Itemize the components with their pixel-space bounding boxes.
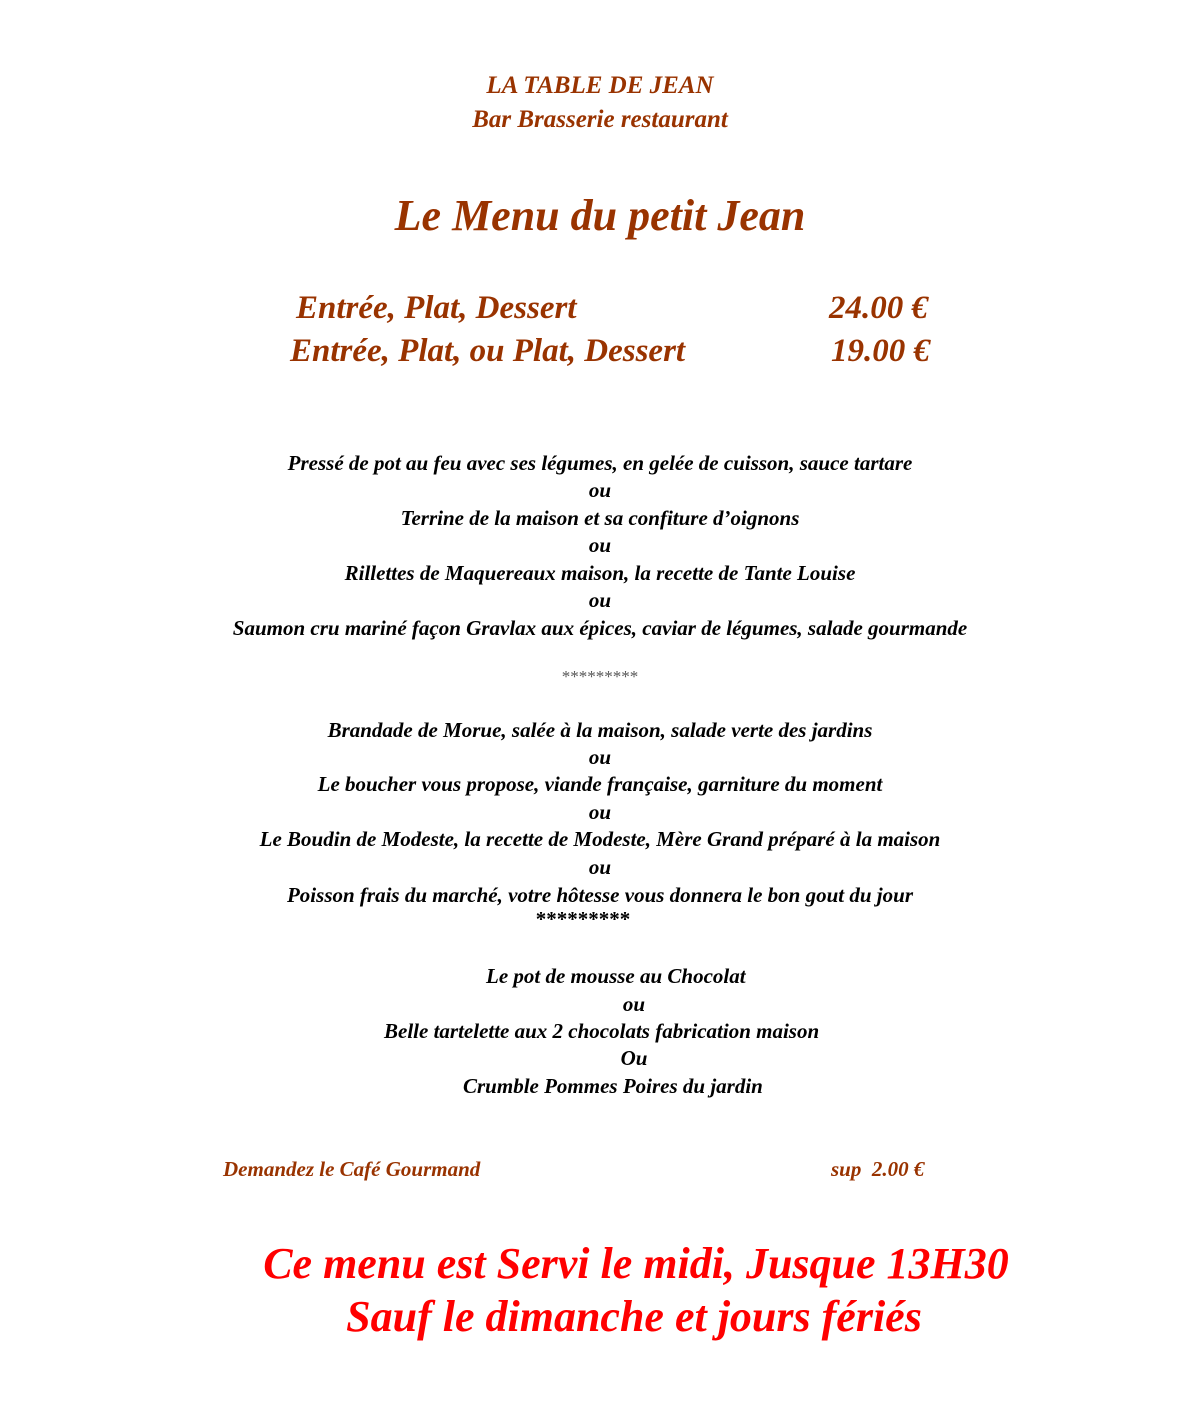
starter-item: Pressé de pot au feu avec ses légumes, en gelée de cuisson, sauce tartare xyxy=(287,451,913,475)
dessert-item: Le pot de mousse au Chocolat xyxy=(486,964,746,988)
formula-price-2: 19.00 € xyxy=(831,333,930,369)
or-separator: ou xyxy=(622,992,646,1016)
dessert-item: Belle tartelette aux 2 chocolats fabrication maison xyxy=(384,1019,820,1043)
section-separator: ********* xyxy=(561,667,639,686)
or-separator: ou xyxy=(588,745,612,769)
cafe-gourmand-price: sup 2.00 € xyxy=(831,1157,925,1181)
or-separator: Ou xyxy=(620,1046,648,1070)
service-notice-line-1: Ce menu est Servi le midi, Jusque 13H30 xyxy=(263,1239,1009,1288)
or-separator: ou xyxy=(588,478,612,502)
dessert-item: Crumble Pommes Poires du jardin xyxy=(463,1074,763,1098)
formula-price-1: 24.00 € xyxy=(829,290,928,326)
cafe-gourmand-label: Demandez le Café Gourmand xyxy=(223,1157,481,1181)
or-separator: ou xyxy=(588,800,612,824)
service-notice-line-2: Sauf le dimanche et jours fériés xyxy=(346,1292,922,1341)
section-separator: ********* xyxy=(535,907,631,931)
restaurant-subtitle: Bar Brasserie restaurant xyxy=(472,106,728,133)
main-item: Le Boudin de Modeste, la recette de Modeste, Mère Grand préparé à la maison xyxy=(259,827,941,851)
formula-label-2: Entrée, Plat, ou Plat, Dessert xyxy=(290,333,686,369)
starter-item: Terrine de la maison et sa confiture d’oignons xyxy=(400,506,800,530)
or-separator: ou xyxy=(588,588,612,612)
menu-title: Le Menu du petit Jean xyxy=(394,191,806,240)
starter-item: Saumon cru mariné façon Gravlax aux épices, caviar de légumes, salade gourmande xyxy=(232,616,968,640)
starter-item: Rillettes de Maquereaux maison, la recette de Tante Louise xyxy=(344,561,856,585)
main-item: Brandade de Morue, salée à la maison, salade verte des jardins xyxy=(327,718,873,742)
main-item: Le boucher vous propose, viande française, garniture du moment xyxy=(317,772,883,796)
formula-label-1: Entrée, Plat, Dessert xyxy=(296,290,577,326)
main-item: Poisson frais du marché, votre hôtesse vous donnera le bon gout du jour xyxy=(286,883,913,907)
or-separator: ou xyxy=(588,533,612,557)
or-separator: ou xyxy=(588,855,612,879)
restaurant-name: LA TABLE DE JEAN xyxy=(486,72,714,99)
